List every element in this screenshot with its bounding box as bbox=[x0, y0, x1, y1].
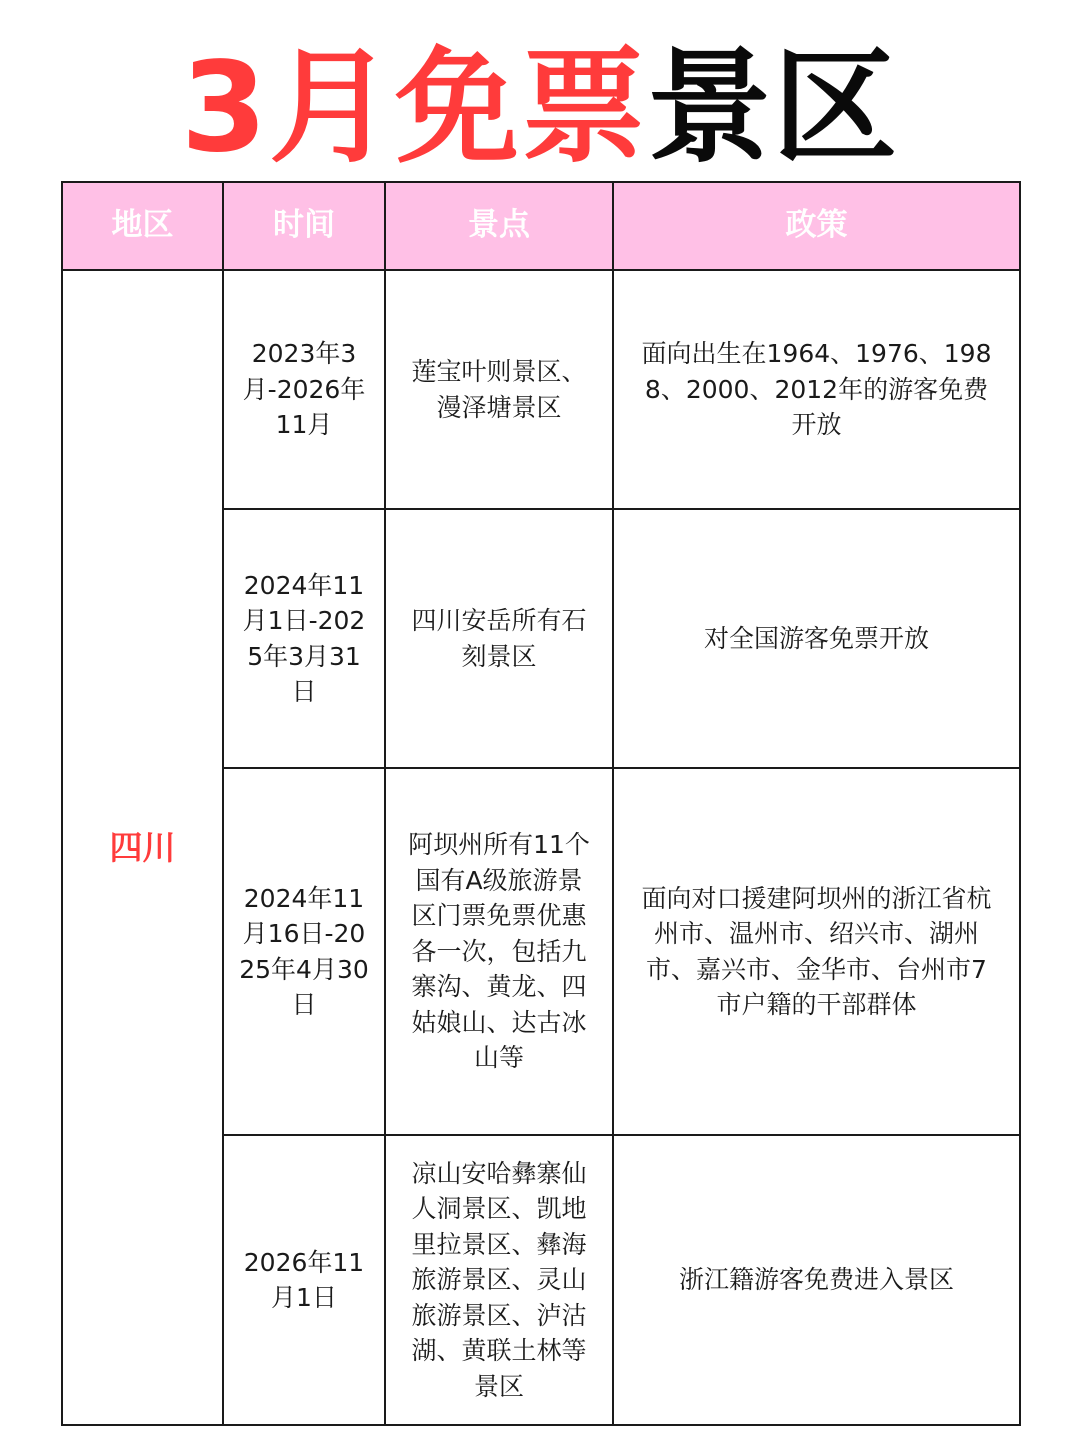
header-time: 时间 bbox=[223, 182, 385, 270]
header-spot: 景点 bbox=[385, 182, 613, 270]
policy-cell: 面向出生在1964、1976、1988、2000、2012年的游客免费开放 bbox=[613, 270, 1020, 509]
header-region: 地区 bbox=[62, 182, 223, 270]
title-black-part: 景区 bbox=[647, 36, 900, 180]
spot-cell: 四川安岳所有石刻景区 bbox=[385, 509, 613, 768]
spot-cell: 阿坝州所有11个国有A级旅游景区门票免票优惠各一次，包括九寨沟、黄龙、四姑娘山、达古冰山等 bbox=[385, 768, 613, 1135]
policy-cell: 浙江籍游客免费进入景区 bbox=[613, 1135, 1020, 1425]
table-header-row bbox=[62, 182, 1020, 270]
header-policy: 政策 bbox=[613, 182, 1020, 270]
spot-cell: 凉山安哈彝寨仙人洞景区、凯地里拉景区、彝海旅游景区、灵山旅游景区、泸沽湖、黄联土林等景区 bbox=[385, 1135, 613, 1425]
time-cell: 2026年11月1日 bbox=[223, 1135, 385, 1425]
title-red-part: 3月免票 bbox=[180, 36, 648, 180]
time-cell: 2024年11月1日-2025年3月31日 bbox=[223, 509, 385, 768]
table-row bbox=[62, 270, 1020, 509]
policy-cell: 面向对口援建阿坝州的浙江省杭州市、温州市、绍兴市、湖州市、嘉兴市、金华市、台州市7市户籍的干部群体 bbox=[613, 768, 1020, 1135]
region-cell: 四川 bbox=[62, 270, 223, 1425]
free-ticket-table bbox=[61, 181, 1021, 1426]
page-title bbox=[0, 38, 1080, 178]
time-cell: 2024年11月16日-2025年4月30日 bbox=[223, 768, 385, 1135]
time-cell: 2023年3月-2026年11月 bbox=[223, 270, 385, 509]
policy-cell: 对全国游客免票开放 bbox=[613, 509, 1020, 768]
spot-cell: 莲宝叶则景区、漫泽塘景区 bbox=[385, 270, 613, 509]
